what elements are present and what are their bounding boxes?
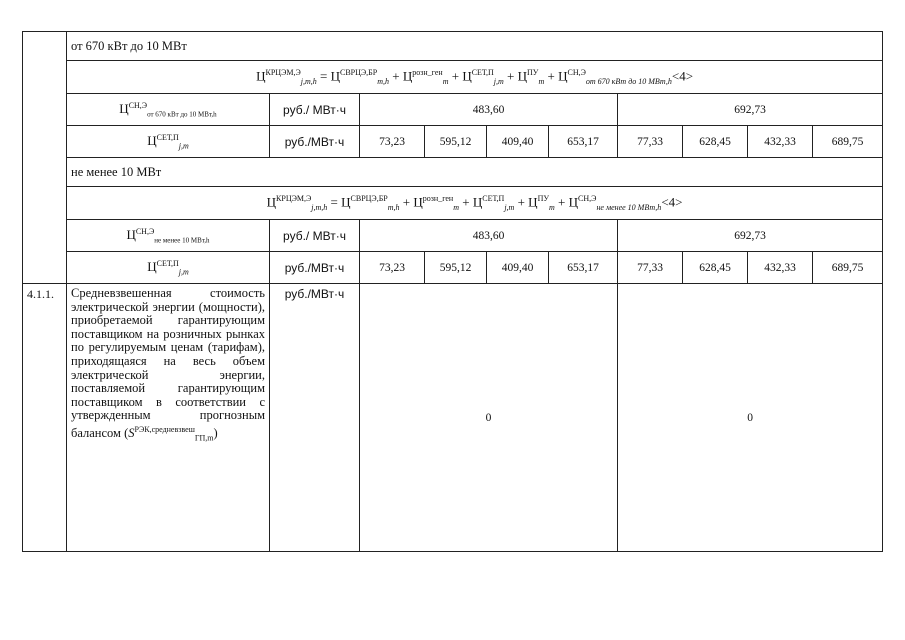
set-row (23, 126, 883, 158)
value-cell: 628,45 (683, 252, 748, 284)
value-cell: 409,40 (487, 252, 549, 284)
value-cell: 595,12 (425, 252, 487, 284)
value-cell: 432,33 (748, 252, 813, 284)
formula-cell: $Ц^{КРЦЭМ,Э}_{j,m,h} = Ц^{СВРЦЭ,БР}_{m,h} + Ц^{розн\_ген}_m + Ц^{СЕТ,П}_{j,m} + Ц^{ПУ}_m + Ц^{СН,Э}_{не менее 10 МВт,h}<4>$ (67, 187, 883, 220)
value-cell: 653,17 (549, 252, 618, 284)
section-header-row (23, 32, 883, 61)
sn-row (23, 220, 883, 252)
item-description-cell (67, 284, 270, 552)
set-symbol: $Ц^{СЕТ,П}_{j,m}$ (67, 126, 270, 158)
value-cell: 0 (618, 284, 883, 552)
sn-symbol: $Ц^{СН,Э}_{не менее 10 МВт,h}$ (67, 220, 270, 252)
value-cell: 0 (360, 284, 618, 552)
value-cell: 628,45 (683, 126, 748, 158)
value-cell: 432,33 (748, 126, 813, 158)
set-symbol: $Ц^{СЕТ,П}_{j,m}$ (67, 252, 270, 284)
section-header: от 670 кВт до 10 МВт (67, 32, 883, 61)
value-cell: 689,75 (813, 126, 883, 158)
value-cell: 689,75 (813, 252, 883, 284)
unit-cell: руб./МВт·ч (270, 252, 360, 284)
value-cell: 77,33 (618, 126, 683, 158)
value-cell: 595,12 (425, 126, 487, 158)
item-code: 4.1.1. (23, 284, 67, 552)
unit-cell: руб./МВт·ч (270, 284, 360, 552)
formula-row (23, 61, 883, 94)
tariff-table (22, 31, 883, 552)
formula-cell: $Ц^{КРЦЭМ,Э}_{j,m,h} = Ц^{СВРЦЭ,БР}_{m,h} + Ц^{розн\_ген}_m + Ц^{СЕТ,П}_{j,m} + Ц^{ПУ}_m + Ц^{СН,Э}_{от 670 кВт до 10 МВт,h}<4>$ (67, 61, 883, 94)
unit-cell: руб./ МВт·ч (270, 220, 360, 252)
left-blank-cell (23, 32, 67, 284)
value-cell: 77,33 (618, 252, 683, 284)
value-cell: 692,73 (618, 94, 883, 126)
value-cell: 692,73 (618, 220, 883, 252)
item-description: Средневзвешенная стоимость электрической энергии (мощности), приобретаемой гарантирующим поставщиком на розничных рынках по регулируемым ценам (тарифам), приходящаяся на весь объем электрической энергии, поставляемой гарантирующим поставщиком в соответствии с утвержденным прогнозным балансом $(S^{РЭК,средневзвеш}_{ГП,m})$ (71, 286, 265, 443)
item-row (23, 284, 883, 552)
value-cell: 483,60 (360, 94, 618, 126)
value-cell: 653,17 (549, 126, 618, 158)
section-header: не менее 10 МВт (67, 158, 883, 187)
section-header-row (23, 158, 883, 187)
set-row (23, 252, 883, 284)
unit-cell: руб./МВт·ч (270, 126, 360, 158)
formula-row (23, 187, 883, 220)
value-cell: 73,23 (360, 126, 425, 158)
unit-cell: руб./ МВт·ч (270, 94, 360, 126)
value-cell: 73,23 (360, 252, 425, 284)
value-cell: 483,60 (360, 220, 618, 252)
sn-row (23, 94, 883, 126)
value-cell: 409,40 (487, 126, 549, 158)
sn-symbol: $Ц^{СН,Э}_{от 670 кВт до 10 МВт,h}$ (67, 94, 270, 126)
